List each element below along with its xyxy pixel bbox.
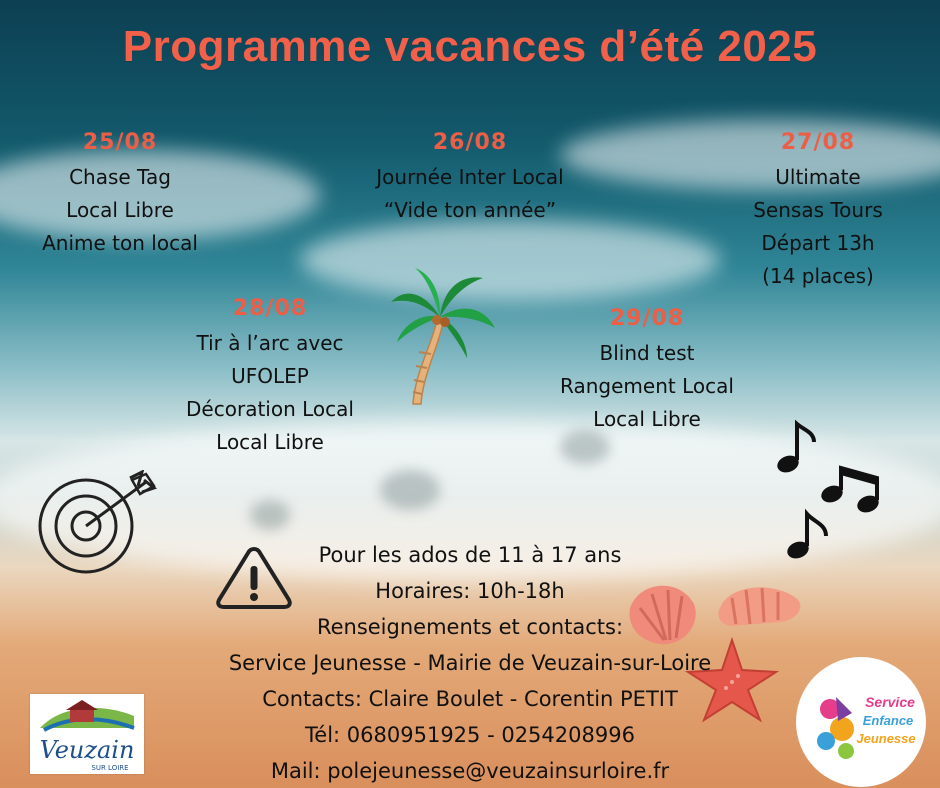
day-date: 26/08 [432, 130, 508, 155]
logo-sub: SUR LOIRE [91, 764, 129, 772]
logo-line2: Enfance [862, 713, 914, 728]
day-27-08 [718, 130, 918, 293]
activity: Ultimate [775, 165, 861, 189]
activity: UFOLEP [231, 364, 309, 388]
day-date: 29/08 [609, 306, 685, 331]
day-26-08 [340, 130, 600, 227]
mail-line: Mail: polejeunesse@veuzainsurloire.fr [270, 759, 670, 783]
day-29-08 [537, 306, 757, 436]
contacts-heading: Renseignements et contacts: [316, 615, 624, 639]
activity: Local Libre [593, 407, 701, 431]
day-date: 28/08 [232, 296, 308, 321]
activity: Tir à l’arc avec [196, 331, 344, 355]
activity: Rangement Local [560, 374, 734, 398]
activity: Sensas Tours [753, 198, 883, 222]
activity: Chase Tag [69, 165, 171, 189]
activity: “Vide ton année” [383, 198, 557, 222]
logo-line1: Service [865, 694, 915, 710]
contacts-line: Contacts: Claire Boulet - Corentin PETIT [262, 687, 678, 711]
wet-rock [380, 470, 440, 510]
page-title: Programme vacances d’été 2025 [122, 22, 818, 71]
service-enfance-jeunesse-logo [796, 657, 926, 787]
wave-foam [300, 220, 720, 300]
day-25-08 [20, 130, 220, 260]
activity: Décoration Local [186, 397, 354, 421]
palm-tree-icon [385, 262, 500, 407]
wet-rock [250, 500, 290, 530]
activity: Local Libre [66, 198, 174, 222]
age-line: Pour les ados de 11 à 17 ans [318, 543, 622, 567]
activity: Local Libre [216, 430, 324, 454]
day-28-08 [160, 296, 380, 459]
day-date: 25/08 [82, 130, 158, 155]
activity: Anime ton local [42, 231, 198, 255]
phone-line: Tél: 0680951925 - 0254208996 [305, 723, 635, 747]
veuzain-logo [30, 694, 144, 774]
hours-line: Horaires: 10h-18h [375, 579, 565, 603]
logo-art [796, 657, 926, 787]
logo-name: Veuzain [39, 736, 135, 764]
day-date: 27/08 [780, 130, 856, 155]
activity: Journée Inter Local [376, 165, 564, 189]
activity: Blind test [599, 341, 695, 365]
activity: Départ 13h [761, 231, 875, 255]
veuzain-logo-art [30, 694, 144, 774]
logo-line3: Jeunesse [856, 731, 916, 746]
activity: (14 places) [762, 264, 874, 288]
service-line: Service Jeunesse - Mairie de Veuzain-sur-Loire [228, 651, 712, 675]
